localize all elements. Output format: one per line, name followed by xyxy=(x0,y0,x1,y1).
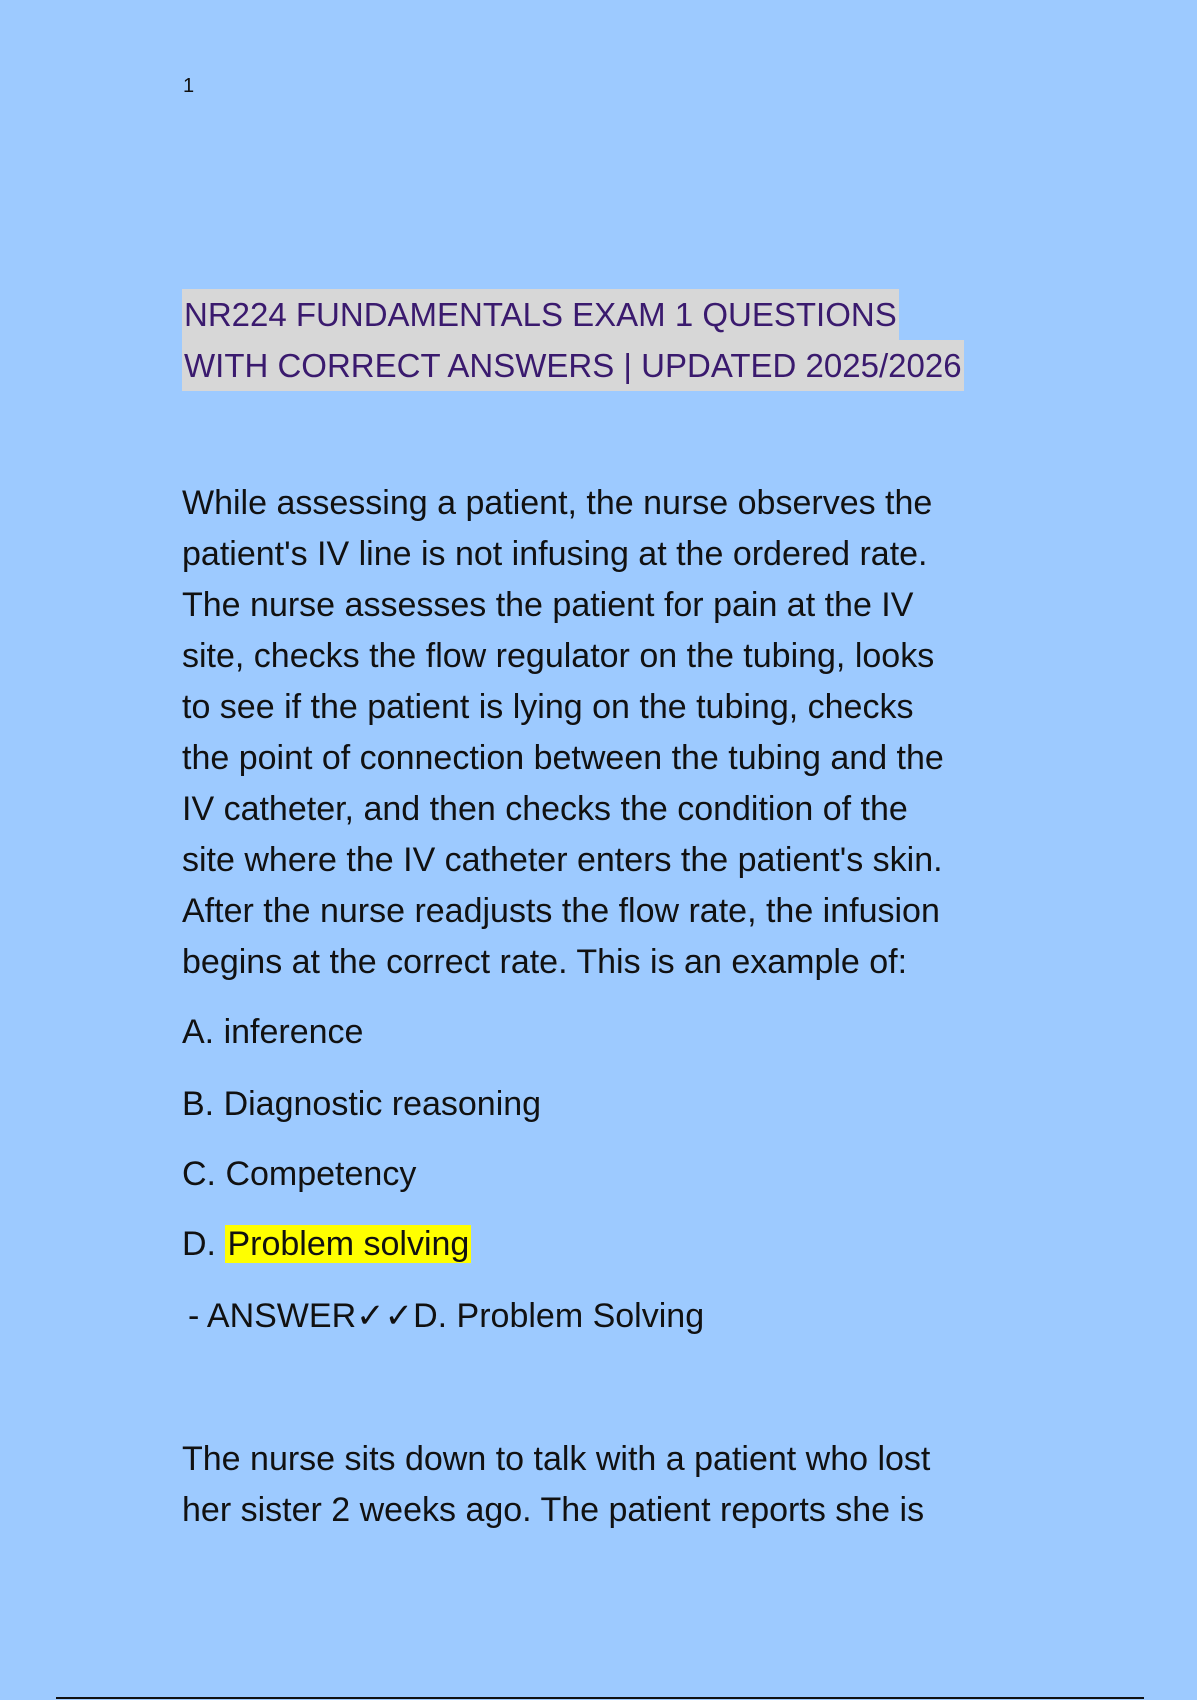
question-line: the point of connection between the tubing and the xyxy=(182,739,944,777)
question-2-text xyxy=(182,1434,1042,1536)
page-number: 1 xyxy=(183,75,195,97)
option-d-prefix: D. xyxy=(182,1225,226,1263)
title-line-2: WITH CORRECT ANSWERS | UPDATED 2025/2026 xyxy=(182,340,964,391)
question-line: IV catheter, and then checks the condition of the xyxy=(182,790,908,828)
question-1-text xyxy=(182,478,1042,988)
question-line: begins at the correct rate. This is an example of: xyxy=(182,943,908,981)
question-line: site where the IV catheter enters the patient's skin. xyxy=(182,841,943,879)
question-line: her sister 2 weeks ago. The patient reports she is xyxy=(182,1491,925,1529)
question-line: site, checks the flow regulator on the tubing, looks xyxy=(182,637,935,675)
option-d xyxy=(182,1222,471,1266)
question-line: While assessing a patient, the nurse observes the xyxy=(182,484,933,522)
question-line: After the nurse readjusts the flow rate, the infusion xyxy=(182,892,940,930)
document-title xyxy=(182,289,964,391)
bottom-divider xyxy=(56,1697,1144,1699)
option-a: A. inference xyxy=(182,1013,364,1051)
option-d-highlighted-text: Problem solving xyxy=(227,1225,470,1263)
answer-line: - ANSWER✓✓D. Problem Solving xyxy=(188,1297,705,1335)
option-c: C. Competency xyxy=(182,1155,417,1193)
question-line: to see if the patient is lying on the tubing, checks xyxy=(182,688,914,726)
title-line-1: NR224 FUNDAMENTALS EXAM 1 QUESTIONS xyxy=(182,289,899,340)
option-b: B. Diagnostic reasoning xyxy=(182,1085,542,1123)
question-line: The nurse assesses the patient for pain at the IV xyxy=(182,586,914,624)
question-line: The nurse sits down to talk with a patient who lost xyxy=(182,1440,931,1478)
question-line: patient's IV line is not infusing at the ordered rate. xyxy=(182,535,928,573)
